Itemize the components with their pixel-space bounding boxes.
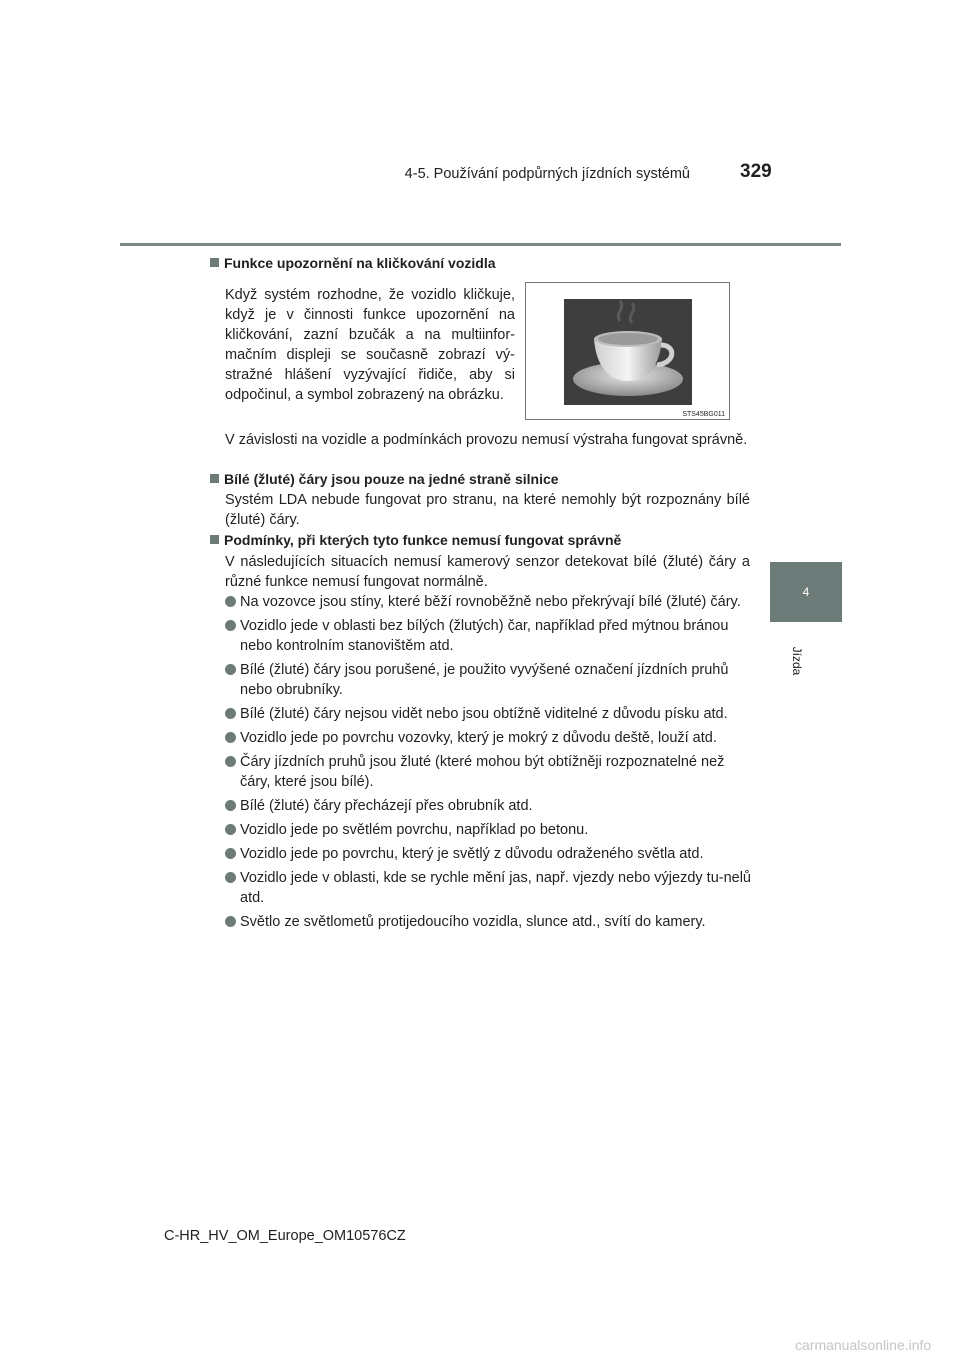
paragraph-lda-one-side: Systém LDA nebude fungovat pro stranu, na které nemohly být rozpoznány bílé (žluté) čáry. bbox=[225, 492, 750, 528]
list-item: Na vozovce jsou stíny, které běží rovnoběžně nebo překrývají bílé (žluté) čáry. bbox=[225, 592, 755, 612]
list-item: Bílé (žluté) čáry nejsou vidět nebo jsou obtížně viditelné z důvodu písku atd. bbox=[225, 704, 755, 724]
figure-display-screen bbox=[564, 299, 692, 405]
list-item: Vozidlo jede po povrchu vozovky, který je mokrý z důvodu deště, louží atd. bbox=[225, 728, 755, 748]
list-item: Vozidlo jede po povrchu, který je světlý z důvodu odraženého světla atd. bbox=[225, 844, 755, 864]
round-bullet-icon bbox=[225, 800, 236, 811]
round-bullet-icon bbox=[225, 732, 236, 743]
round-bullet-icon bbox=[225, 916, 236, 927]
header-rule bbox=[120, 243, 841, 246]
list-item: Bílé (žluté) čáry přecházejí přes obrubník atd. bbox=[225, 796, 755, 816]
chapter-label: Jízda bbox=[790, 646, 804, 676]
round-bullet-icon bbox=[225, 848, 236, 859]
conditions-bullet-list bbox=[225, 592, 755, 936]
chapter-tab bbox=[770, 562, 842, 622]
list-item: Bílé (žluté) čáry jsou porušené, je použito vyvýšené označení jízdních pruhů nebo obrubníky. bbox=[225, 660, 755, 700]
square-bullet-icon bbox=[210, 474, 219, 483]
round-bullet-icon bbox=[225, 708, 236, 719]
square-bullet-icon bbox=[210, 258, 219, 267]
list-item: Vozidlo jede v oblasti, kde se rychle mění jas, např. vjezdy nebo výjezdy tu-nelů atd. bbox=[225, 868, 755, 908]
page-number: 329 bbox=[740, 161, 772, 182]
section-heading-one-side-lines bbox=[210, 471, 559, 487]
round-bullet-icon bbox=[225, 756, 236, 767]
paragraph-weaving-description: Když systém rozhodne, že vozidlo kličkuje, když je v činnosti funkce upozornění na kličkování, zazní bzučák a na multiinfor-mačním displeji se současně zobrazí vý-stražné hlášení vyzývající řidiče, aby si odpočinul, a symbol zobrazený na obrázku. bbox=[225, 287, 515, 403]
round-bullet-icon bbox=[225, 824, 236, 835]
watermark-link[interactable]: carmanualsonline.info bbox=[795, 1337, 932, 1353]
footer-document-id: C-HR_HV_OM_Europe_OM10576CZ bbox=[164, 1228, 406, 1244]
coffee-cup-icon bbox=[564, 299, 692, 405]
paragraph-conditions-intro: V následujících situacích nemusí kamerový senzor detekovat bílé (žluté) čáry a různé funkce nemusí fungovat normálně. bbox=[225, 554, 750, 590]
chapter-number: 4 bbox=[802, 585, 810, 599]
header-section-title: 4-5. Používání podpůrných jízdních systémů bbox=[404, 166, 690, 182]
list-item: Vozidlo jede v oblasti bez bílých (žlutých) čar, například před mýtnou bránou nebo kontrolním stanovištěm atd. bbox=[225, 616, 755, 656]
figure-code: STS45BG011 bbox=[682, 411, 725, 418]
list-item: Čáry jízdních pruhů jsou žluté (které mohou být obtížněji rozpoznatelné než čáry, které jsou bílé). bbox=[225, 752, 755, 792]
list-item: Vozidlo jede po světlém povrchu, například po betonu. bbox=[225, 820, 755, 840]
round-bullet-icon bbox=[225, 872, 236, 883]
round-bullet-icon bbox=[225, 664, 236, 675]
square-bullet-icon bbox=[210, 535, 219, 544]
round-bullet-icon bbox=[225, 596, 236, 607]
heading-text: Funkce upozornění na kličkování vozidla bbox=[224, 255, 496, 271]
heading-text: Bílé (žluté) čáry jsou pouze na jedné straně silnice bbox=[224, 471, 559, 487]
section-heading-conditions bbox=[210, 532, 621, 548]
section-heading-weaving-alert bbox=[210, 255, 496, 271]
paragraph-weaving-note: V závislosti na vozidle a podmínkách provozu nemusí výstraha fungovat správně. bbox=[225, 432, 748, 448]
heading-text: Podmínky, při kterých tyto funkce nemusí fungovat správně bbox=[224, 532, 622, 548]
list-item: Světlo ze světlometů protijedoucího vozidla, slunce atd., svítí do kamery. bbox=[225, 912, 755, 932]
round-bullet-icon bbox=[225, 620, 236, 631]
figure-frame bbox=[525, 282, 730, 420]
